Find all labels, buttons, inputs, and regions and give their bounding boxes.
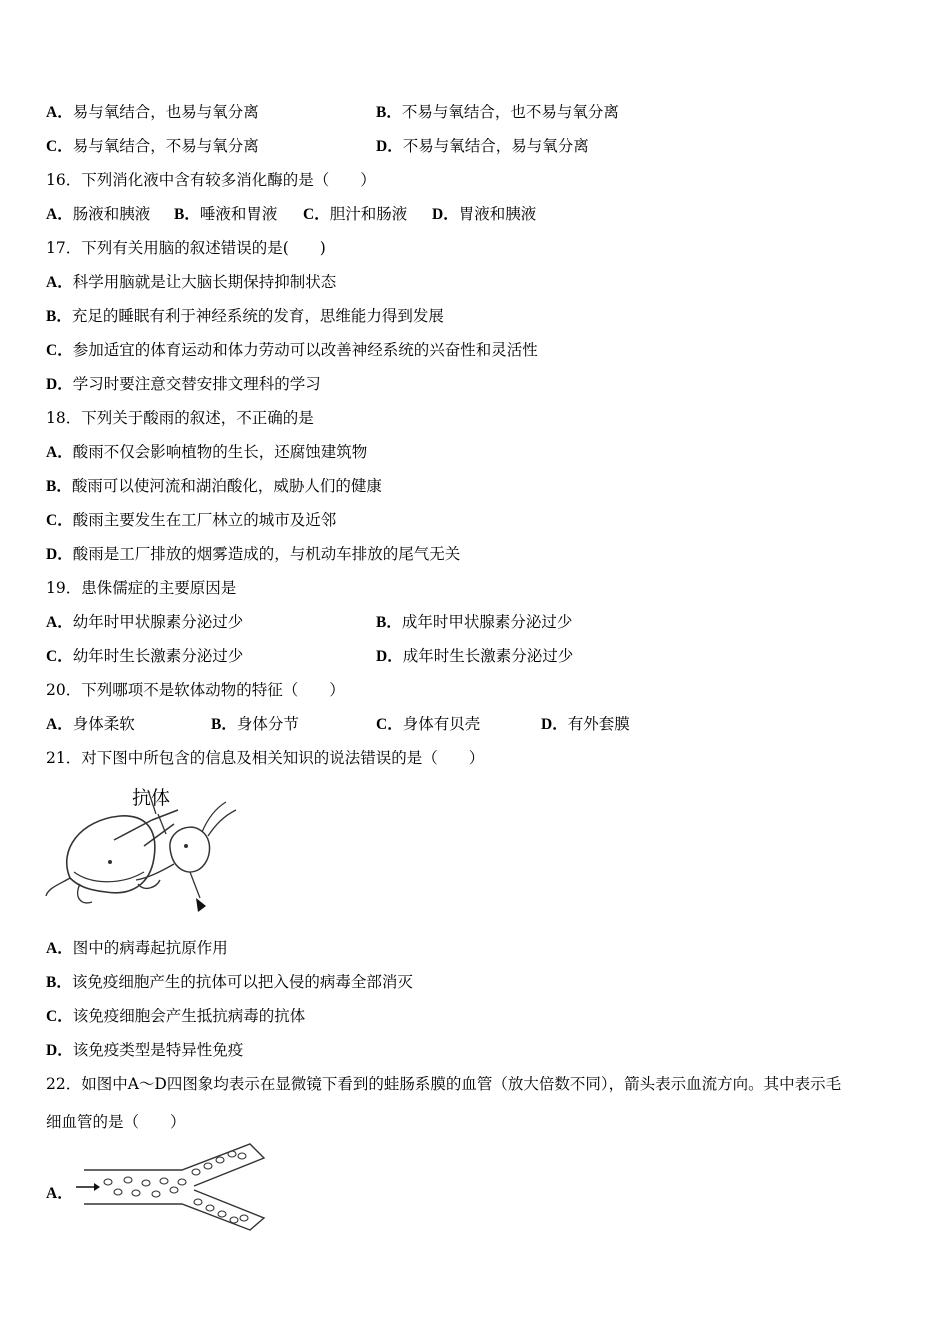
q18-option-b: B．酸雨可以使河流和湖泊酸化，威胁人们的健康: [46, 477, 382, 495]
q18-option-c: C．酸雨主要发生在工厂林立的城市及近邻: [46, 511, 337, 529]
q20-option-d: D．有外套膜: [541, 715, 630, 733]
q16-option-a: A．肠液和胰液: [46, 205, 151, 223]
q15-option-c: C．易与氧结合，不易与氧分离: [46, 137, 259, 155]
q18-option-d: D．酸雨是工厂排放的烟雾造成的，与机动车排放的尾气无关: [46, 545, 461, 563]
virus-body: [170, 827, 210, 872]
q19-option-d: D．成年时生长激素分泌过少: [376, 647, 574, 665]
q16-option-b: B．唾液和胃液: [174, 205, 278, 223]
q20-option-a: A．身体柔软: [46, 715, 135, 733]
virus-legs: [136, 864, 200, 898]
q21-option-a: A．图中的病毒起抗原作用: [46, 939, 228, 957]
q22-stem-line2: 细血管的是（ ）: [46, 1113, 186, 1131]
q21-stem: 21．对下图中所包含的信息及相关知识的说法错误的是（ ）: [46, 749, 485, 767]
q16-option-c: C．胆汁和肠液: [303, 205, 408, 223]
virus-eye: [184, 844, 188, 848]
q16-option-d: D．胃液和胰液: [432, 205, 537, 223]
virus-antennae: [202, 802, 236, 836]
q19-option-a: A．幼年时甲状腺素分泌过少: [46, 613, 244, 631]
q17-option-a: A．科学用脑就是让大脑长期保持抑制状态: [46, 273, 337, 291]
q15-option-b: B．不易与氧结合，也不易与氧分离: [376, 103, 619, 121]
q20-option-b: B．身体分节: [211, 715, 299, 733]
q22-stem-line1: 22．如图中A～D四图象均表示在显微镜下看到的蛙肠系膜的血管（放大倍数不同），箭头表示血流方向。其中表示毛: [46, 1075, 842, 1093]
q16-stem: 16．下列消化液中含有较多消化酶的是（ ）: [46, 171, 376, 189]
immune-cell-belt: [74, 872, 144, 882]
q17-option-c: C．参加适宜的体育运动和体力劳动可以改善神经系统的兴奋性和灵活性: [46, 341, 538, 359]
q19-stem: 19．患侏儒症的主要原因是: [46, 579, 237, 597]
virus-foot: [196, 898, 206, 912]
q17-option-b: B．充足的睡眠有利于神经系统的发育，思维能力得到发展: [46, 307, 444, 325]
antibody-virus-illustration: [40, 780, 250, 920]
q20-option-c: C．身体有贝壳: [376, 715, 481, 733]
q18-option-a: A．酸雨不仅会影响植物的生长，还腐蚀建筑物: [46, 443, 368, 461]
q21-option-c: C．该免疫细胞会产生抵抗病毒的抗体: [46, 1007, 306, 1025]
vessel-lower-wall: [84, 1190, 264, 1230]
q19-option-b: B．成年时甲状腺素分泌过少: [376, 613, 573, 631]
q21-option-d: D．该免疫类型是特异性免疫: [46, 1041, 244, 1059]
antibody-label: 抗体: [132, 787, 171, 809]
q19-option-c: C．幼年时生长激素分泌过少: [46, 647, 244, 665]
q15-option-d: D．不易与氧结合，易与氧分离: [376, 137, 589, 155]
q20-stem: 20．下列哪项不是软体动物的特征（ ）: [46, 681, 345, 699]
flow-arrow-head: [94, 1183, 100, 1191]
cell-eye: [108, 860, 112, 864]
q17-stem: 17．下列有关用脑的叙述错误的是( ): [46, 239, 326, 257]
q17-option-d: D．学习时要注意交替安排文理科的学习: [46, 375, 321, 393]
blood-cells: [104, 1151, 248, 1223]
q22-blood-vessel-figure-a: [70, 1138, 270, 1244]
q15-option-a: A．易与氧结合，也易与氧分离: [46, 103, 259, 121]
q22-option-a-label: A．: [46, 1185, 73, 1202]
q18-stem: 18．下列关于酸雨的叙述，不正确的是: [46, 409, 314, 427]
q21-option-b: B．该免疫细胞产生的抗体可以把入侵的病毒全部消灭: [46, 973, 413, 991]
